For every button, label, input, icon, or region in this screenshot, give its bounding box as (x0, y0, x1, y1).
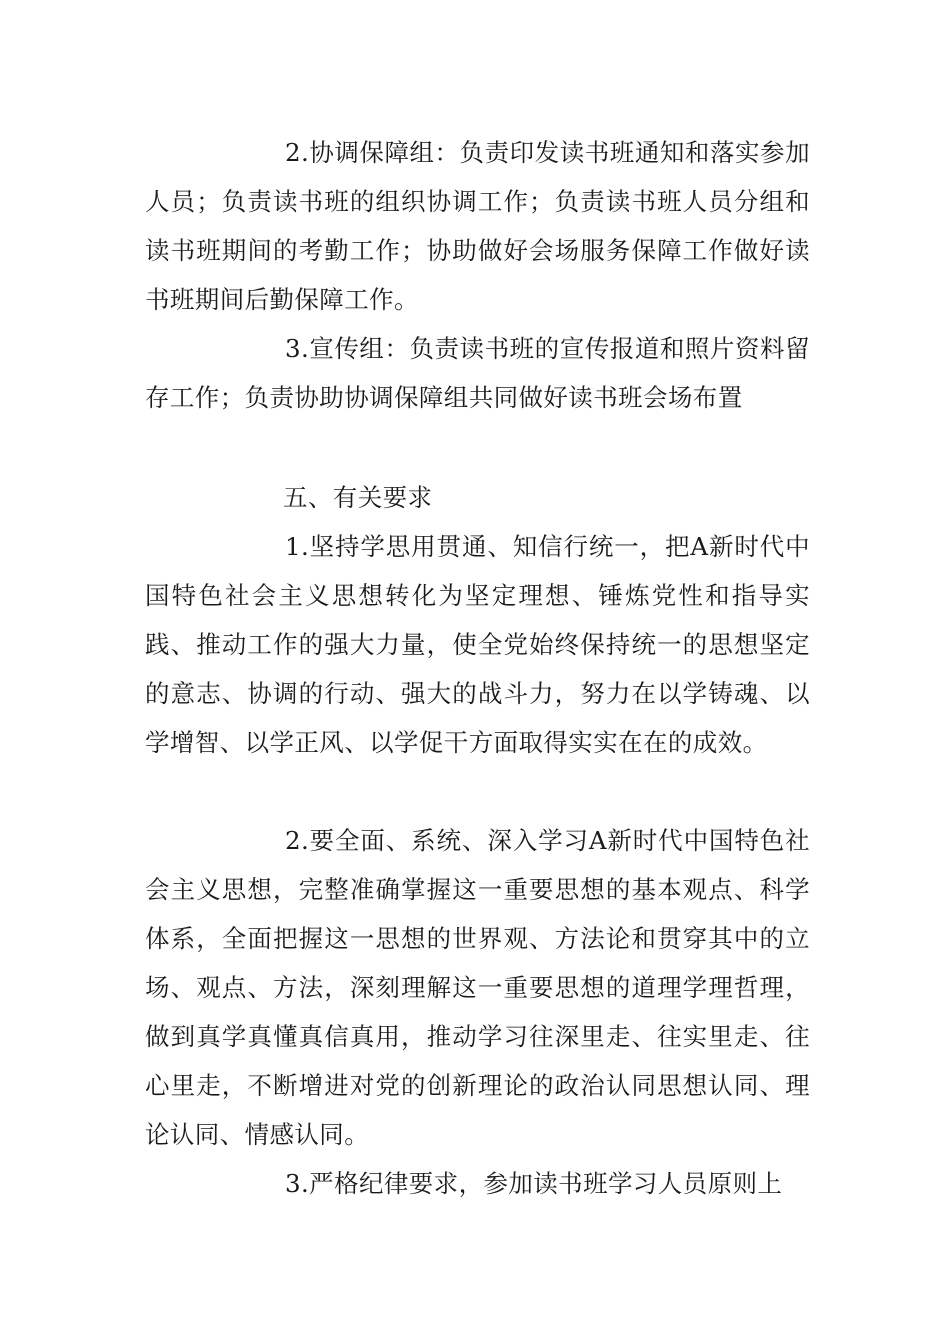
section-heading-requirements: 五、有关要求 (283, 483, 433, 512)
paragraph-coordination-group: 2.协调保障组：负责印发读书班通知和落实参加人员；负责读书班的组织协调工作；负责读书班人员分组和读书班期间的考勤工作；协助做好会场服务保障工作做好读书班期间后勤保障工作。 (145, 138, 810, 314)
requirement-item-1: 1.坚持学思用贯通、知信行统一，把A新时代中国特色社会主义思想转化为坚定理想、锤炼党性和指导实践、推动工作的强大力量，使全党始终保持统一的思想坚定的意志、协调的行动、强大的战斗力，努力在以学铸魂、以学增智、以学正风、以学促干方面取得实实在在的成效。 (145, 532, 810, 757)
paragraph-publicity-group: 3.宣传组：负责读书班的宣传报道和照片资料留存工作；负责协助协调保障组共同做好读书班会场布置 (145, 334, 810, 412)
requirement-item-2: 2.要全面、系统、深入学习A新时代中国特色社会主义思想，完整准确掌握这一重要思想的基本观点、科学体系，全面把握这一思想的世界观、方法论和贯穿其中的立场、观点、方法，深刻理解这一重要思想的道理学理哲理，做到真学真懂真信真用，推动学习往深里走、往实里走、往心里走，不断增进对党的创新理论的政治认同思想认同、理论认同、情感认同。 (145, 826, 810, 1149)
requirement-item-3: 3.严格纪律要求，参加读书班学习人员原则上 (285, 1169, 783, 1198)
